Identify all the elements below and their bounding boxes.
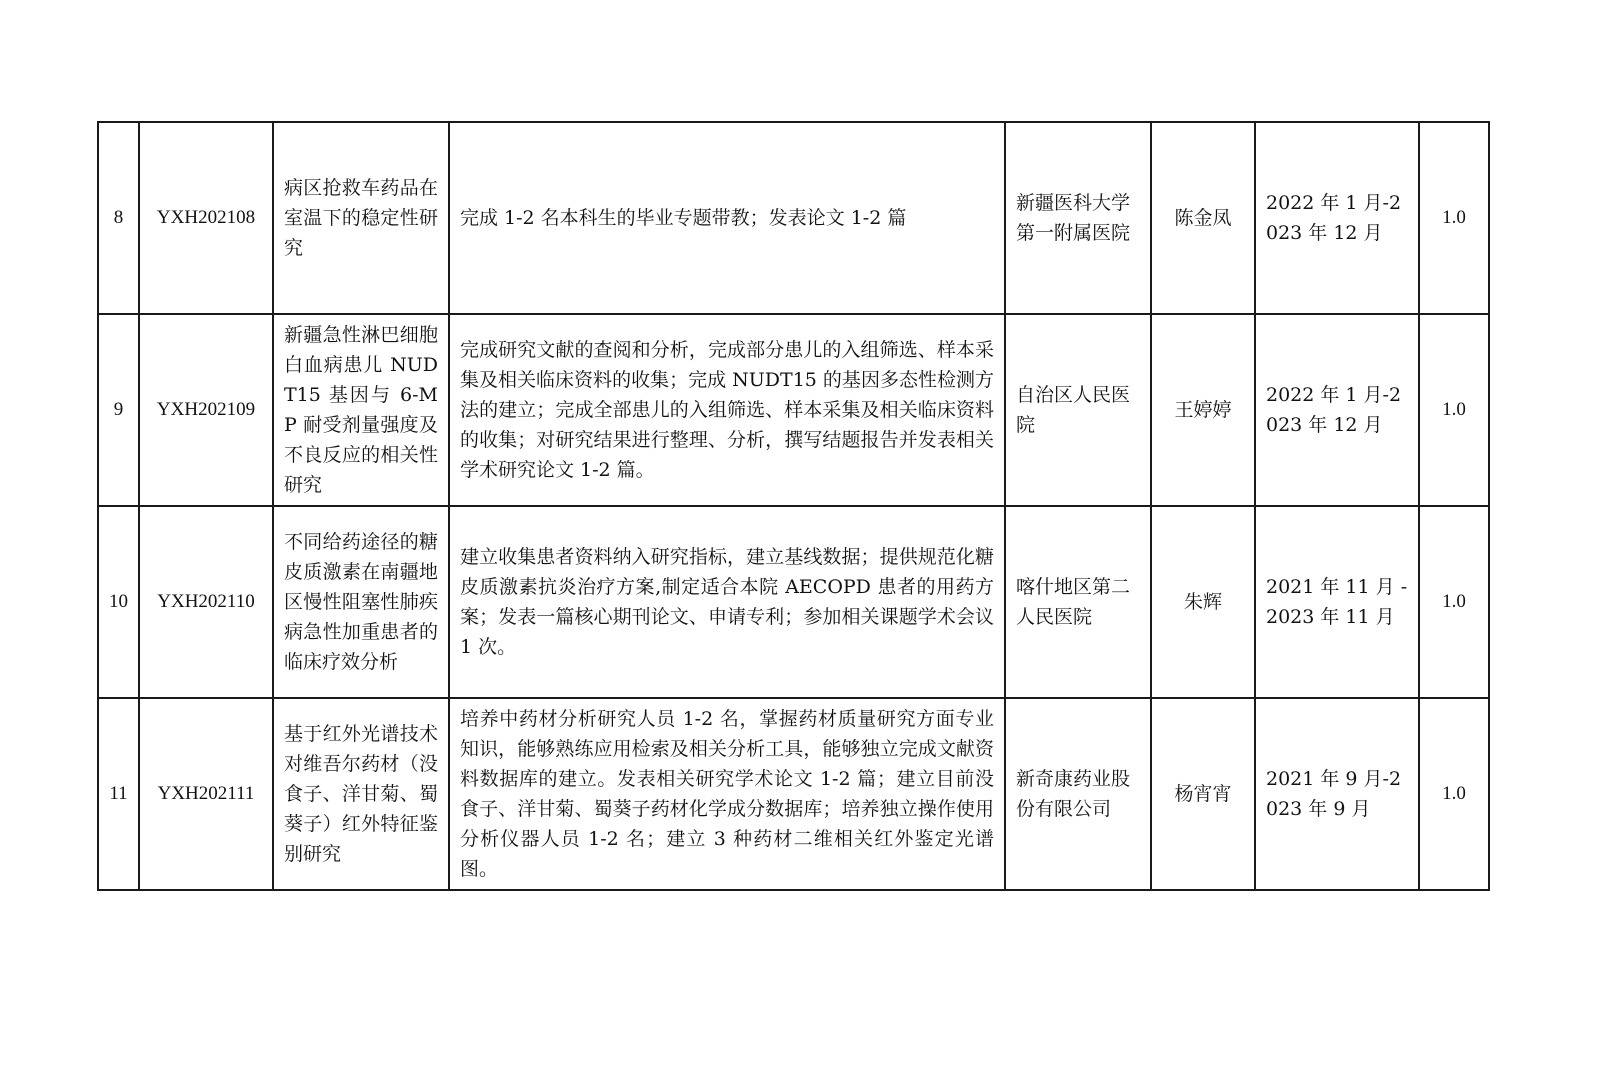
project-period: 2022 年 1 月-2023 年 12 月 xyxy=(1255,122,1419,314)
project-code: YXH202111 xyxy=(139,698,273,890)
project-title: 基于红外光谱技术对维吾尔药材（没食子、洋甘菊、蜀葵子）红外特征鉴别研究 xyxy=(273,698,449,890)
project-title: 新疆急性淋巴细胞白血病患儿 NUDT15 基因与 6-MP 耐受剂量强度及不良反应的相关性研究 xyxy=(273,314,449,506)
project-title: 病区抢救车药品在室温下的稳定性研究 xyxy=(273,122,449,314)
project-period: 2021 年 9 月-2023 年 9 月 xyxy=(1255,698,1419,890)
project-period: 2022 年 1 月-2023 年 12 月 xyxy=(1255,314,1419,506)
project-code: YXH202109 xyxy=(139,314,273,506)
table-row xyxy=(98,698,1489,890)
funding-amount: 1.0 xyxy=(1419,122,1489,314)
funding-amount: 1.0 xyxy=(1419,314,1489,506)
project-table xyxy=(97,121,1490,891)
row-number: 9 xyxy=(98,314,139,506)
row-number: 11 xyxy=(98,698,139,890)
project-content: 完成研究文献的查阅和分析，完成部分患儿的入组筛选、样本采集及相关临床资料的收集；完成 NUDT15 的基因多态性检测方法的建立；完成全部患儿的入组筛选、样本采集及相关临床资料的收集；对研究结果进行整理、分析，撰写结题报告并发表相关学术研究论文 1-2 篇。 xyxy=(449,314,1005,506)
project-code: YXH202108 xyxy=(139,122,273,314)
organization: 新奇康药业股份有限公司 xyxy=(1005,698,1151,890)
table-row xyxy=(98,122,1489,314)
principal-investigator: 王婷婷 xyxy=(1151,314,1255,506)
project-period: 2021 年 11 月 -2023 年 11 月 xyxy=(1255,506,1419,698)
principal-investigator: 朱辉 xyxy=(1151,506,1255,698)
row-number: 8 xyxy=(98,122,139,314)
table-row xyxy=(98,506,1489,698)
principal-investigator: 杨宵宵 xyxy=(1151,698,1255,890)
organization: 新疆医科大学第一附属医院 xyxy=(1005,122,1151,314)
project-content: 培养中药材分析研究人员 1-2 名，掌握药材质量研究方面专业知识，能够熟练应用检索及相关分析工具，能够独立完成文献资料数据库的建立。发表相关研究学术论文 1-2 篇；建立目前没食子、洋甘菊、蜀葵子药材化学成分数据库；培养独立操作使用分析仪器人员 1-2 名；建立 3 种药材二维相关红外鉴定光谱图。 xyxy=(449,698,1005,890)
project-code: YXH202110 xyxy=(139,506,273,698)
funding-amount: 1.0 xyxy=(1419,506,1489,698)
organization: 自治区人民医院 xyxy=(1005,314,1151,506)
funding-amount: 1.0 xyxy=(1419,698,1489,890)
project-title: 不同给药途径的糖皮质激素在南疆地区慢性阻塞性肺疾病急性加重患者的临床疗效分析 xyxy=(273,506,449,698)
row-number: 10 xyxy=(98,506,139,698)
organization: 喀什地区第二人民医院 xyxy=(1005,506,1151,698)
project-content: 完成 1-2 名本科生的毕业专题带教；发表论文 1-2 篇 xyxy=(449,122,1005,314)
principal-investigator: 陈金凤 xyxy=(1151,122,1255,314)
project-content: 建立收集患者资料纳入研究指标，建立基线数据；提供规范化糖皮质激素抗炎治疗方案,制定适合本院 AECOPD 患者的用药方案；发表一篇核心期刊论文、申请专利；参加相关课题学术会议 1 次。 xyxy=(449,506,1005,698)
table-row xyxy=(98,314,1489,506)
